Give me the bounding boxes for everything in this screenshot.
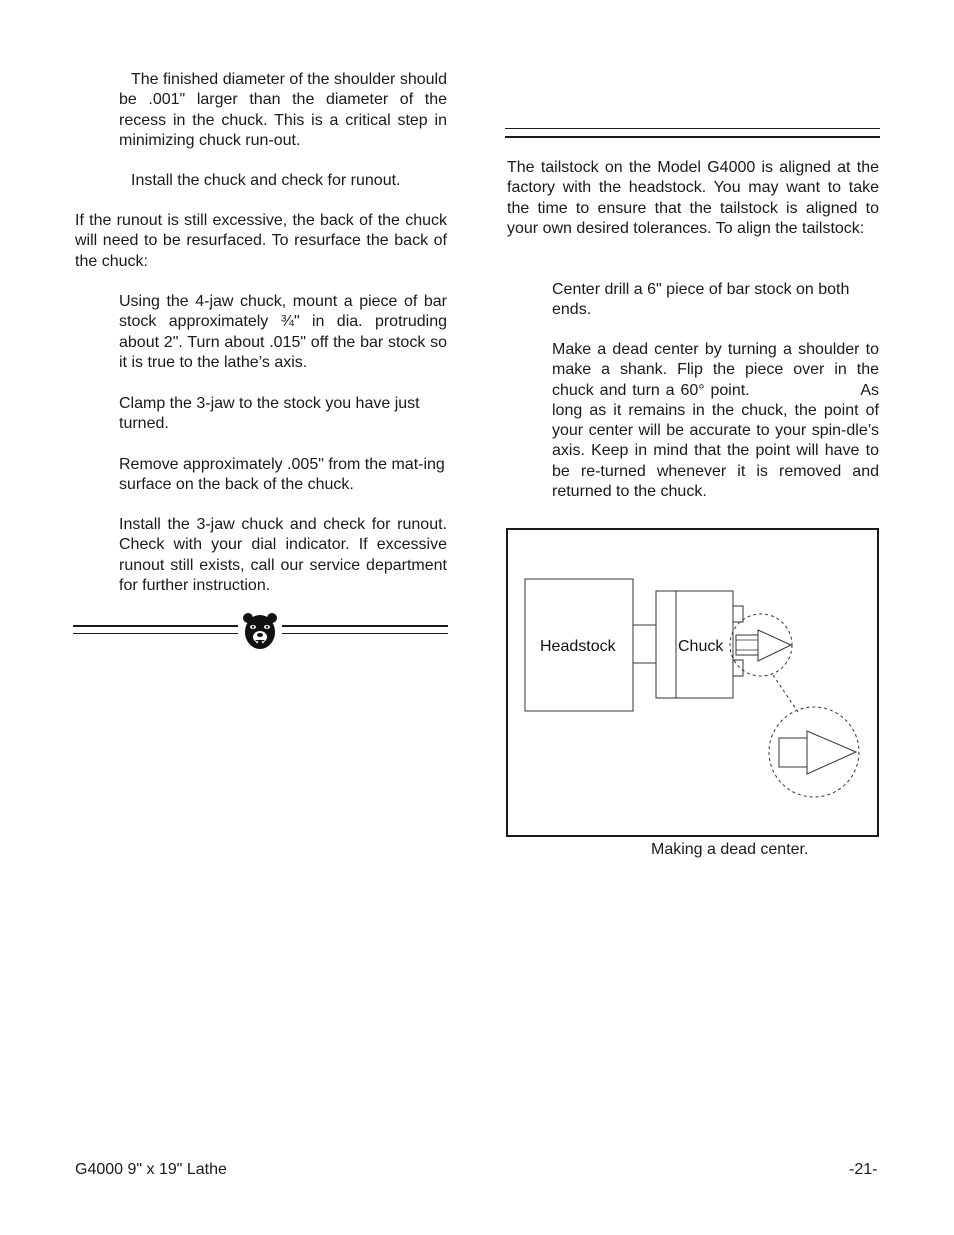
chuck-jaw-top — [733, 606, 743, 622]
center-drill-step: Center drill a 6" piece of bar stock on both ends. — [552, 281, 850, 319]
spindle-connector — [633, 625, 656, 663]
dead-center-diagram — [508, 530, 877, 835]
large-center-point — [807, 731, 856, 774]
large-center-shank — [779, 738, 807, 767]
page-number: -21- — [849, 1161, 878, 1178]
small-center-shank — [736, 635, 758, 655]
small-center-point — [758, 630, 791, 661]
chuck-label: Chuck — [678, 638, 724, 655]
headstock-label: Headstock — [540, 638, 616, 655]
tailstock-intro-paragraph: The tailstock on the Model G4000 is aligned at the factory with the headstock. You may want to take the time to ensure that the tailstock is aligned to your own desired tolerances. To align the tailstock: — [507, 159, 879, 237]
install-3jaw-paragraph: Install the 3-jaw chuck and check for runout. Check with your dial indicator. If excessive runout still exists, call our service department for further instruction. — [119, 516, 447, 594]
chuck-back-plate — [656, 591, 676, 698]
dead-center-step: Make a dead center by turning a shoulder to make a shank. Flip the piece over in the chuck and turn a 60° point. As long as it remains in the chuck, the point of your center will be accurate to your spin-dle’s axis. Keep in mind that the point will have to be re-turned whenever it is removed and returned to the chuck. — [552, 341, 884, 501]
install-chuck-paragraph: Install the chuck and check for runout. — [131, 172, 401, 189]
remove-paragraph: Remove approximately .005" from the mat-ing surface on the back of the chuck. — [119, 456, 445, 494]
clamp-paragraph: Clamp the 3-jaw to the stock you have just turned. — [119, 395, 420, 433]
detail-leader-line — [773, 675, 798, 712]
resurface-intro-paragraph: If the runout is still excessive, the back of the chuck will need to be resurfaced. To resurface the back of the chuck: — [75, 212, 447, 270]
dead-center-figure — [506, 528, 879, 837]
figure-caption: Making a dead center. — [651, 841, 809, 858]
bar-stock-paragraph: Using the 4-jaw chuck, mount a piece of bar stock approximately ¾" in dia. protruding about 2". Turn about .015" off the bar stock so it is true to the lathe’s axis. — [119, 293, 447, 371]
shoulder-diameter-paragraph: The finished diameter of the shoulder should be .001" larger than the diameter of the recess in the chuck. This is a critical step in minimizing chuck run-out. — [119, 71, 447, 149]
bear-logo-icon — [240, 610, 280, 652]
footer-title: G4000 9" x 19" Lathe — [75, 1161, 227, 1178]
chuck-jaw-bottom — [733, 660, 743, 676]
